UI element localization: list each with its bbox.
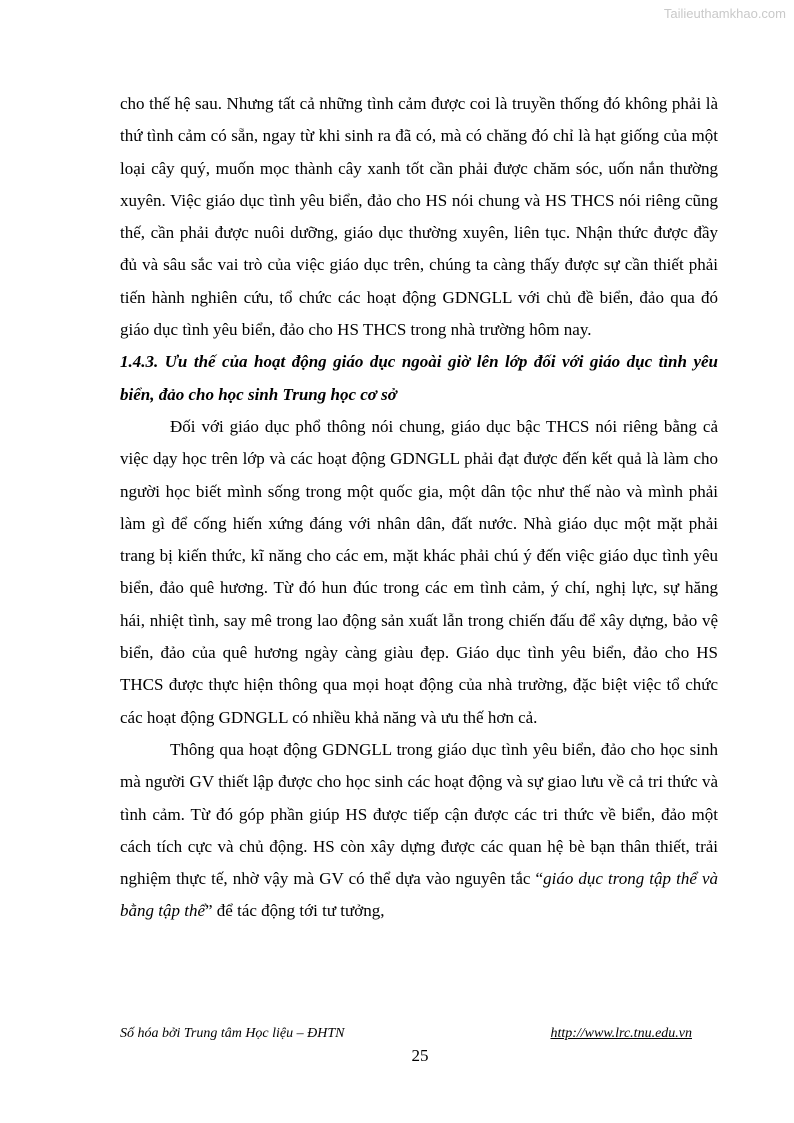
page-footer [120,1026,692,1042]
paragraph [120,734,718,928]
paragraph: cho thế hệ sau. Nhưng tất cả những tình cảm được coi là truyền thống đó không phải là thứ tình cảm có sẵn, ngay từ khi sinh ra đã có, mà có chăng đó chỉ là hạt giống của một loại cây quý, muốn mọc thành cây xanh tốt cần phải được chăm sóc, uốn nắn thường xuyên. Việc giáo dục tình yêu biển, đảo cho HS nói chung và HS THCS nói riêng cũng thế, cần phải được nuôi dưỡng, giáo dục thường xuyên, liên tục. Nhận thức được đầy đủ và sâu sắc vai trò của việc giáo dục trên, chúng ta càng thấy được sự cần thiết phải tiến hành nghiên cứu, tổ chức các hoạt động GDNGLL với chủ đề biển, đảo qua đó giáo dục tình yêu biển, đảo cho HS THCS trong nhà trường hôm nay. [120,94,718,340]
page-body [120,88,718,928]
paragraph: Đối với giáo dục phổ thông nói chung, giáo dục bậc THCS nói riêng bằng cả việc dạy học trên lớp và các hoạt động GDNGLL phải đạt được đến kết quả là làm cho người học biết mình sống trong một quốc gia, một dân tộc như thế nào và mình phải làm gì để cống hiến xứng đáng với nhân dân, đất nước. Nhà giáo dục một mặt phải trang bị kiến thức, kĩ năng cho các em, mặt khác phải chú ý đến việc giáo dục tình yêu biển, đảo quê hương. Từ đó hun đúc trong các em tình cảm, ý chí, nghị lực, sự hăng hái, nhiệt tình, say mê trong lao động sản xuất lẫn trong chiến đấu để xây dựng, bảo vệ biển, đảo của quê hương ngày càng giàu đẹp. Giáo dục tình yêu biển, đảo cho HS THCS được thực hiện thông qua mọi hoạt động của nhà trường, đặc biệt việc tổ chức các hoạt động GDNGLL có nhiều khả năng và ưu thế hơn cả. [120,416,718,727]
footer-source: Số hóa bởi Trung tâm Học liệu – ĐHTN [120,1026,345,1041]
paragraph-text: ” để tác động tới tư tưởng, [205,901,385,921]
watermark: Tailieuthamkhao.com [663,6,786,21]
page-number: 25 [411,1046,429,1065]
section-heading: 1.4.3. Ưu thế của hoạt động giáo dục ngoài giờ lên lớp đối với giáo dục tình yêu biển, đảo cho học sinh Trung học cơ sở [120,352,718,404]
footer-link[interactable]: http://www.lrc.tnu.edu.vn [550,1026,692,1041]
paragraph-text: Thông qua hoạt động GDNGLL trong giáo dục tình yêu biển, đảo cho học sinh mà người GV thiết lập được cho học sinh các hoạt động và sự giao lưu về cả tri thức và tình cảm. Từ đó góp phần giúp HS được tiếp cận được các tri thức về biển, đảo một cách tích cực và chủ động. HS còn xây dựng được các quan hệ bè bạn thân thiết, trải nghiệm thực tế, nhờ vậy mà GV có thể dựa vào nguyên tắc “ [120,739,718,889]
italic-quote: giáo dục trong tập thể và bằng tập thể [120,869,718,921]
